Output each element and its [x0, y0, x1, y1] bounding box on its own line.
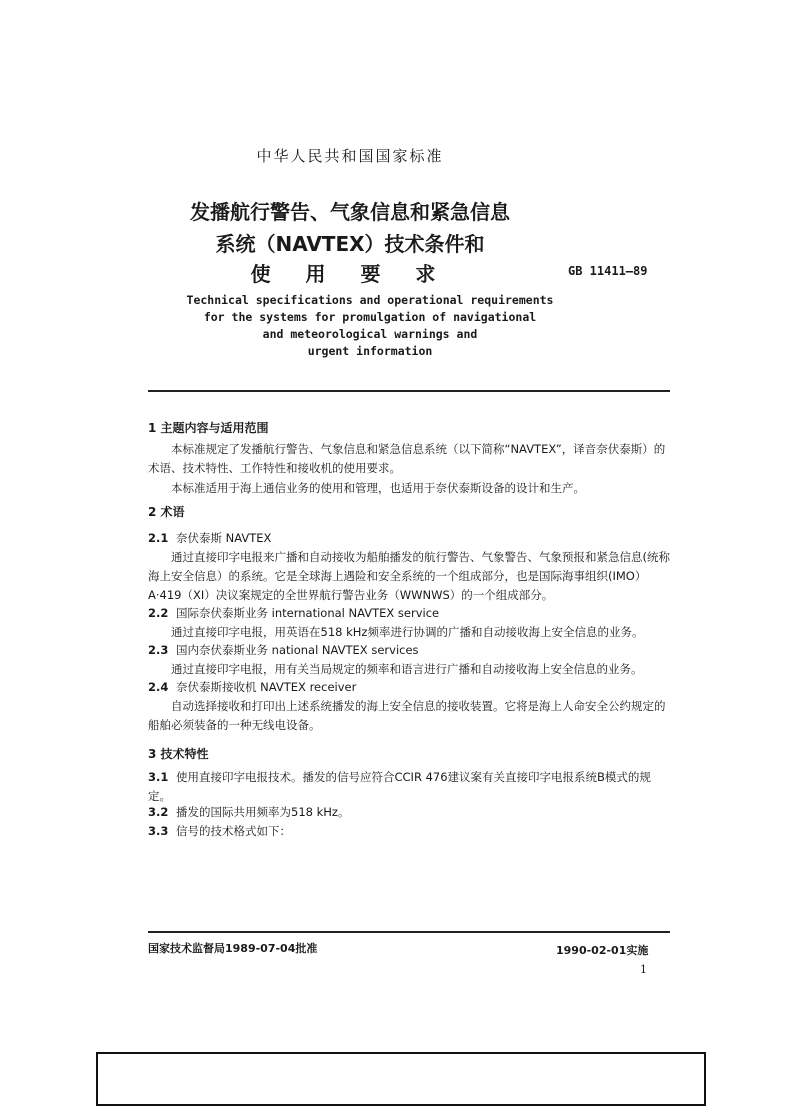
item-3-2-number: 3.2 — [148, 805, 169, 819]
item-3-1 — [148, 768, 670, 806]
scan-border-box — [96, 1052, 706, 1106]
document-kicker: 中华人民共和国国家标准 — [256, 147, 444, 165]
title-line-3: 使 用 要 求 — [250, 262, 450, 286]
section-1-heading: 1 主题内容与适用范围 — [148, 421, 269, 435]
item-3-3 — [148, 823, 291, 839]
term-2-4-title: 奈伏泰斯接收机 NAVTEX receiver — [176, 680, 357, 694]
term-2-1-heading — [148, 530, 271, 546]
approval-date: 国家技术监督局1989-07-04批准 — [148, 942, 318, 955]
title-line-2: 系统（NAVTEX）技术条件和 — [215, 232, 485, 256]
term-2-4-number: 2.4 — [148, 680, 169, 694]
standard-number: GB 11411—89 — [568, 264, 648, 278]
item-3-2 — [148, 804, 349, 820]
term-2-1-title: 奈伏泰斯 NAVTEX — [176, 531, 272, 545]
english-title-line-2: for the systems for promulgation of navigational — [203, 310, 537, 324]
section-1-paragraph-1: 本标准规定了发播航行警告、气象信息和紧急信息系统（以下简称“NAVTEX”，译音奈伏泰斯）的术语、技术特性、工作特性和接收机的使用要求。 — [148, 442, 666, 475]
item-3-3-body: 信号的技术格式如下： — [176, 824, 291, 838]
item-3-1-number: 3.1 — [148, 770, 169, 784]
term-2-2-body: 通过直接印字电报，用英语在518 kHz频率进行协调的广播和自动接收海上安全信息的业务。 — [171, 625, 644, 639]
english-title-line-4: urgent information — [307, 344, 433, 358]
term-2-4-body: 自动选择接收和打印出上述系统播发的海上安全信息的接收装置。它将是海上人命安全公约规定的船舶必须装备的一种无线电设备。 — [148, 699, 666, 732]
page-number: 1 — [640, 963, 647, 976]
item-3-1-body: 使用直接印字电报技术。播发的信号应符合CCIR 476建议案有关直接印字电报系统B模式的规定。 — [148, 770, 651, 803]
title-line-1: 发播航行警告、气象信息和紧急信息 — [190, 200, 510, 224]
term-2-2-heading — [148, 605, 439, 621]
term-2-2-number: 2.2 — [148, 606, 169, 620]
top-rule — [148, 390, 670, 392]
term-2-3-title: 国内奈伏泰斯业务 national NAVTEX services — [176, 643, 419, 657]
term-2-1-number: 2.1 — [148, 531, 169, 545]
term-2-2-title: 国际奈伏泰斯业务 international NAVTEX service — [176, 606, 440, 620]
effective-date: 1990-02-01实施 — [556, 944, 649, 957]
term-2-3-number: 2.3 — [148, 643, 169, 657]
term-2-3-heading — [148, 642, 419, 658]
section-2-heading: 2 术语 — [148, 505, 185, 519]
term-2-4-heading — [148, 679, 356, 695]
english-title-line-3: and meteorological warnings and — [262, 327, 478, 341]
english-title-line-1: Technical specifications and operational requirements — [186, 293, 554, 307]
item-3-3-number: 3.3 — [148, 824, 169, 838]
term-2-3-body: 通过直接印字电报，用有关当局规定的频率和语言进行广播和自动接收海上安全信息的业务。 — [171, 662, 643, 676]
section-1-paragraph-2: 本标准适用于海上通信业务的使用和管理，也适用于奈伏泰斯设备的设计和生产。 — [171, 481, 585, 495]
term-2-1-body: 通过直接印字电报来广播和自动接收为船舶播发的航行警告、气象警告、气象预报和紧急信息(统称海上安全信息）的系统。它是全球海上遇险和安全系统的一个组成部分，也是国际海事组织(IMO）A·419（XI）决议案规定的全世界航行警告业务（WWNWS）的一个组成部分。 — [148, 550, 670, 602]
bottom-rule — [148, 931, 670, 933]
item-3-2-body: 播发的国际共用频率为518 kHz。 — [176, 805, 350, 819]
section-3-heading: 3 技术特性 — [148, 747, 209, 761]
